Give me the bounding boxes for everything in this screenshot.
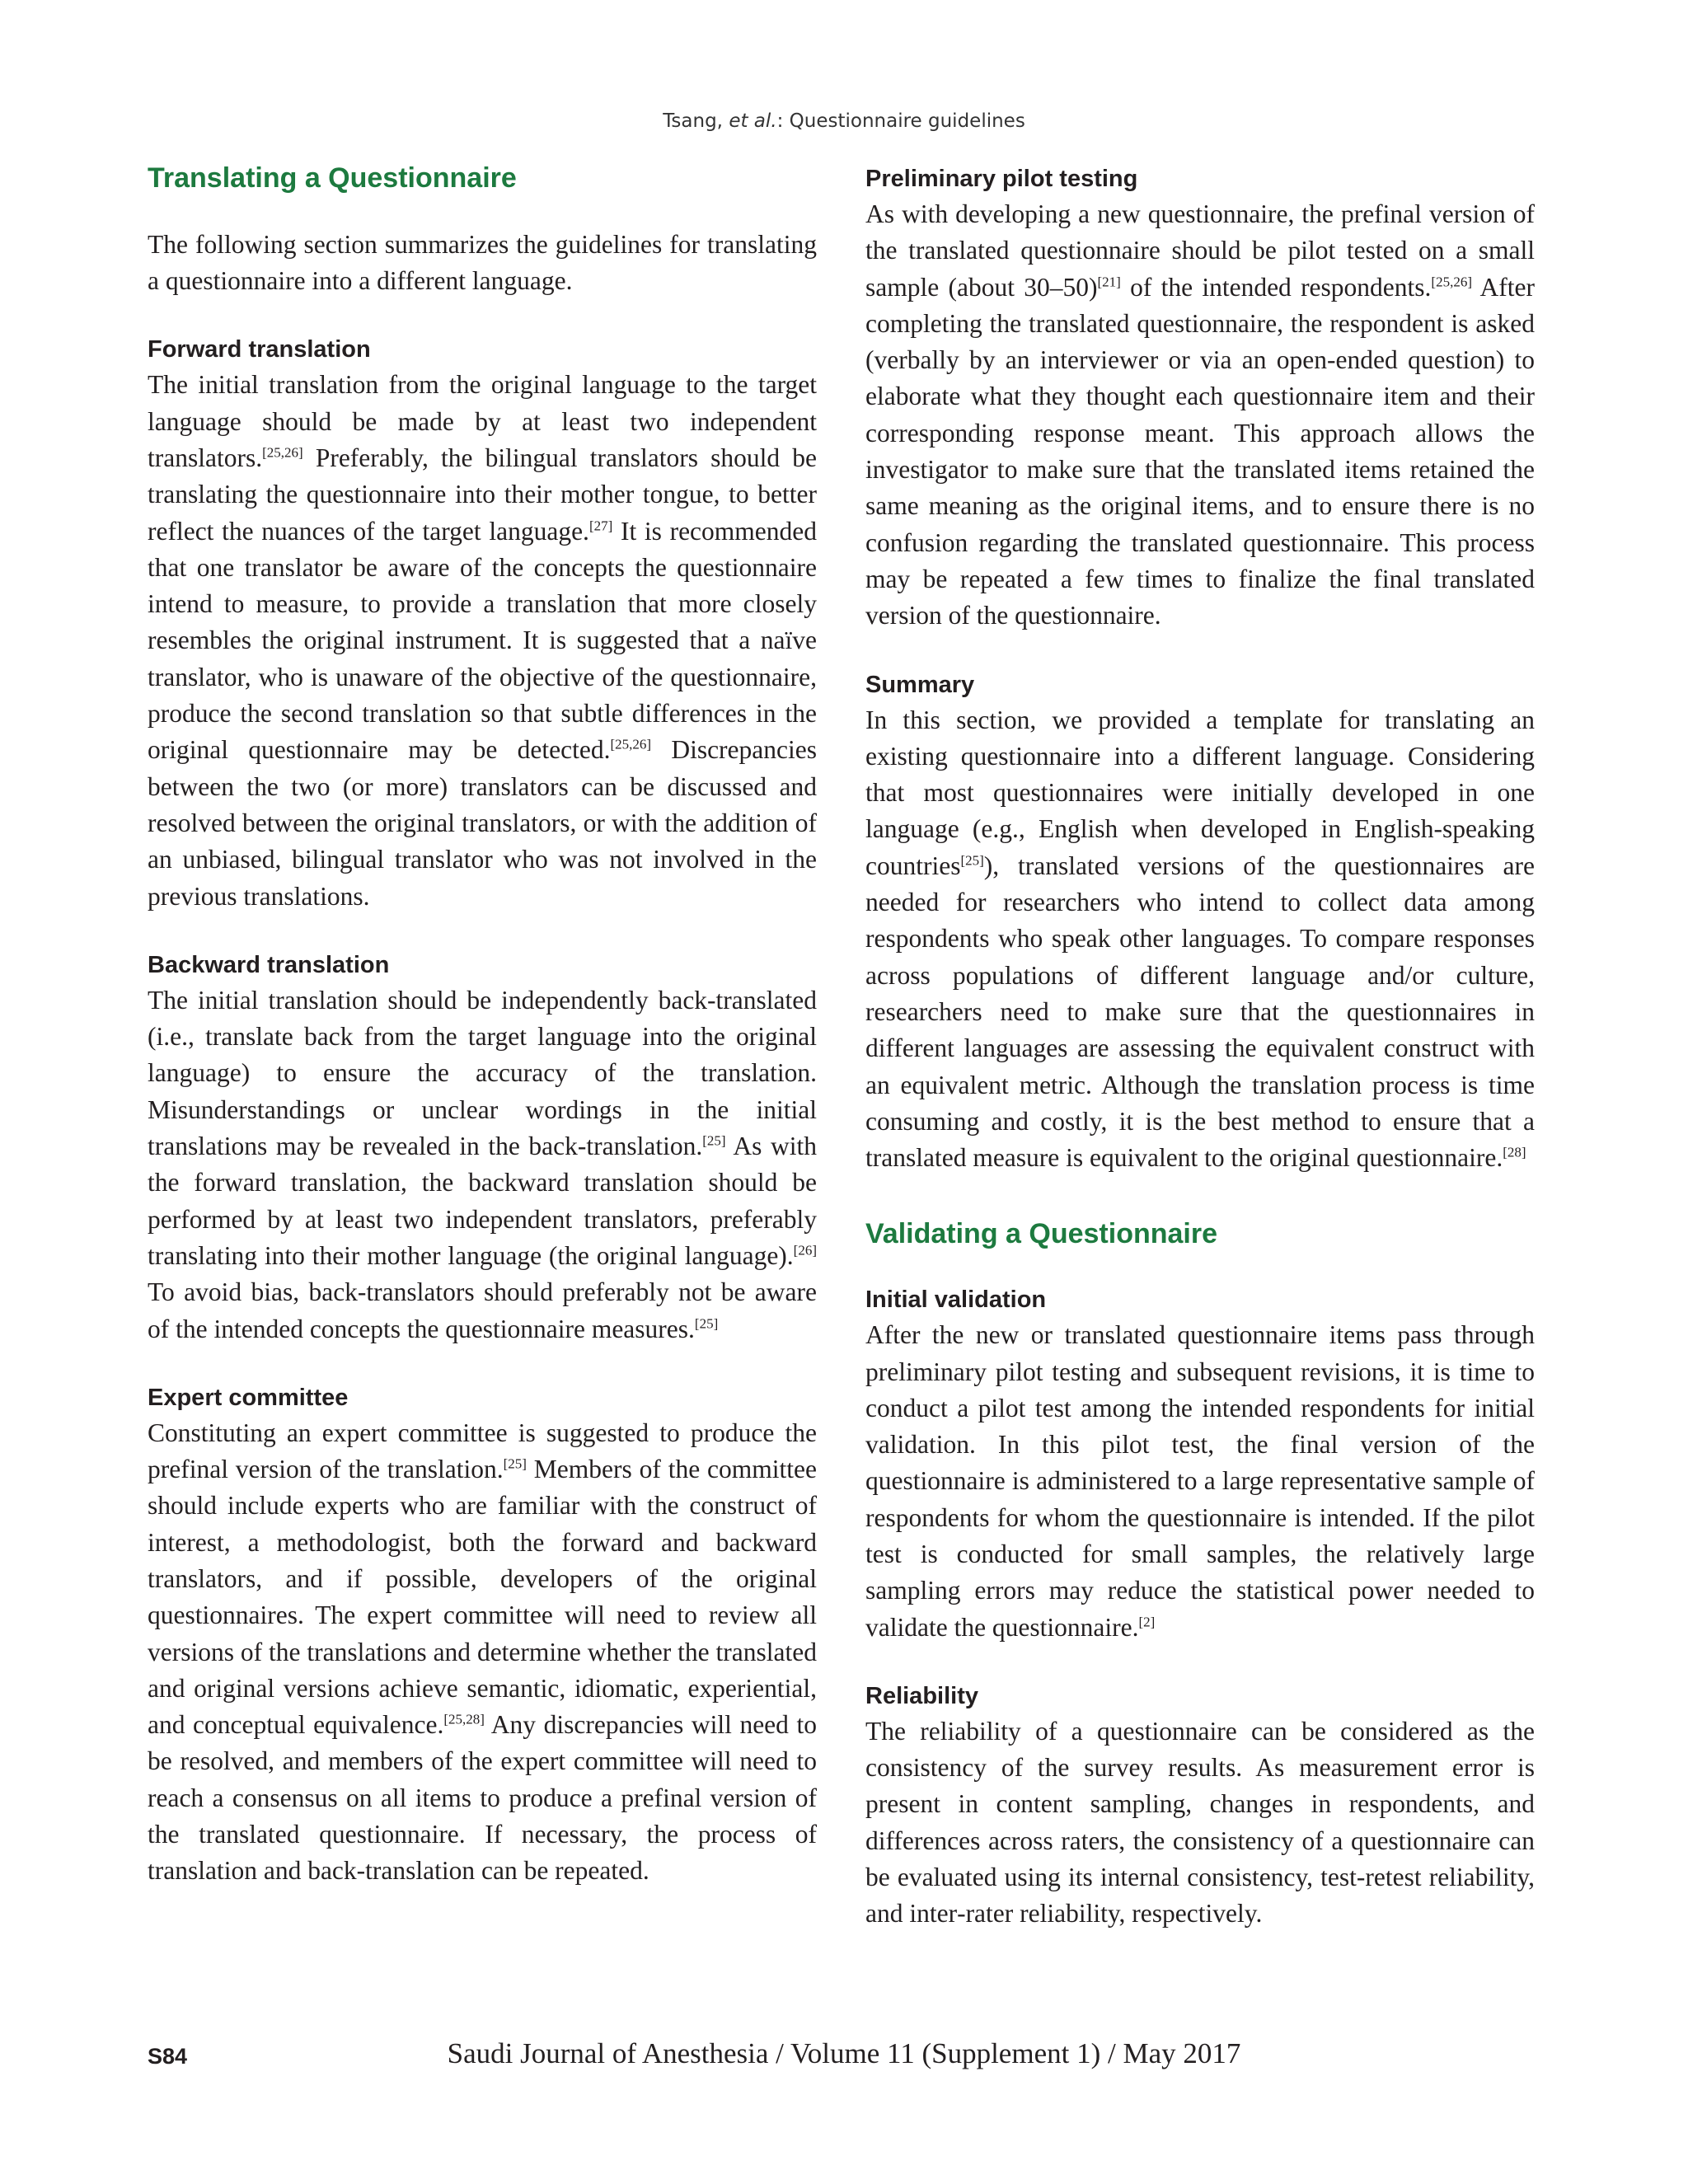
citation: [25]	[702, 1132, 726, 1149]
header-etal: et al.	[729, 110, 777, 132]
section-title-validating: Validating a Questionnaire	[865, 1218, 1217, 1250]
header-title: : Questionnaire guidelines	[776, 110, 1025, 132]
initial-validation-paragraph: After the new or translated questionnaire items pass through preliminary pilot testing and subsequent revisions, it is time to conduct a pilot test among the intended respondents for initial validation. In this pilot test, the final version of the questionnaire is administered to a large representative sample of respondents for whom the questionnaire is intended. If the pilot test is conducted for small samples, the relatively large sampling errors may reduce the statistical power needed to validate the questionnaire.[2]	[865, 1320, 1535, 1642]
section-title-translating: Translating a Questionnaire	[148, 162, 517, 194]
reliability-paragraph: The reliability of a questionnaire can be considered as the consistency of the survey results. As measurement error is present in content sampling, changes in respondents, and differences across raters, the consistency of a questionnaire can be evaluated using its internal consistency, test‑retest reliability, and inter‑rater reliability, respectively.	[865, 1716, 1535, 1929]
summary-paragraph: In this section, we provided a template for translating an existing questionnaire into a different language. Considering that most questionnaires were initially developed in one language (e.g., English when developed in English‑speaking countries[25]), translated versions of the questionnaires are needed for researchers who intend to collect data among respondents who speak other languages. To compare responses across populations of different language and/or culture, researchers need to make sure that the questionnaires in different languages are assessing the equivalent construct with an equivalent metric. Although the translation process is time consuming and costly, it is the best method to ensure that a translated measure is equivalent to the original questionnaire.[28]	[865, 705, 1535, 1173]
citation: [26]	[793, 1242, 817, 1258]
subhead-summary: Summary	[865, 671, 975, 698]
citation: [21]	[1097, 274, 1121, 290]
expert-committee-paragraph: Constituting an expert committee is suggested to produce the prefinal version of the translation.[25] Members of the committee should include experts who are familiar with the construct of interest, a methodologist, both the forward and backward translators, and if possible, developers of the original questionnaires. The expert committee will need to review all versions of the translations and determine whether the translated and original versions achieve semantic, idiomatic, experiential, and conceptual equivalence.[25,28] Any discrepancies will need to be resolved, and members of the expert committee will need to reach a consensus on all items to produce a prefinal version of the translated questionnaire. If necessary, the process of translation and back‑translation can be repeated.	[148, 1418, 817, 1886]
pilot-testing-paragraph: As with developing a new questionnaire, the prefinal version of the translated questionnaire should be pilot tested on a small sample (about 30–50)[21] of the intended respondents.[25,26] After completing the translated questionnaire, the respondent is asked (verbally by an interviewer or via an open‑ended question) to elaborate what they thought each questionnaire item and their corresponding response meant. This approach allows the investigator to make sure that the translated items retained the same meaning as the original items, and to ensure there is no confusion regarding the translated questionnaire. This process may be repeated a few times to finalize the final translated version of the questionnaire.	[865, 199, 1535, 630]
intro-paragraph: The following section summarizes the guidelines for translating a questionnaire into a different language.	[148, 229, 817, 296]
citation: [25,28]	[443, 1711, 485, 1727]
citation: [25,26]	[610, 736, 652, 752]
citation: [25]	[503, 1455, 527, 1472]
citation: [28]	[1503, 1144, 1526, 1160]
header-author: Tsang,	[663, 110, 729, 132]
citation: [25,26]	[1431, 274, 1472, 290]
forward-translation-paragraph: The initial translation from the original language to the target language should be made by at least two independent translators.[25,26] Preferably, the bilingual translators should be translating the questionnaire into their mother tongue, to better reflect the nuances of the target language.[27] It is recommended that one translator be aware of the concepts the questionnaire intend to measure, to provide a translation that more closely resembles the original instrument. It is suggested that a naïve translator, who is unaware of the objective of the questionnaire, produce the second translation so that subtle differences in the original questionnaire may be detected.[25,26] Discrepancies between the two (or more) translators can be discussed and resolved between the original translators, or with the addition of an unbiased, bilingual translator who was not involved in the previous translations.	[148, 370, 818, 911]
subhead-backward-translation: Backward translation	[148, 951, 390, 978]
backward-translation-paragraph: The initial translation should be independently back‑translated (i.e., translate back from the target language into the original language) to ensure the accuracy of the translation. Misunderstandings or unclear wordings in the initial translations may be revealed in the back‑translation.[25] As with the forward translation, the backward translation should be performed by at least two independent translators, preferably translating into their mother language (the original language).[26] To avoid bias, back‑translators should preferably not be aware of the intended concepts the questionnaire measures.[25]	[148, 985, 817, 1343]
subhead-reliability: Reliability	[865, 1682, 978, 1709]
citation: [25]	[694, 1315, 719, 1332]
citation: [27]	[588, 518, 613, 534]
journal-footer: Saudi Journal of Anesthesia / Volume 11 (Supplement 1) / May 2017	[447, 2037, 1241, 2069]
citation: [25]	[960, 852, 984, 869]
subhead-preliminary-pilot-testing: Preliminary pilot testing	[865, 166, 1138, 192]
citation: [2]	[1138, 1614, 1156, 1630]
subhead-forward-translation: Forward translation	[148, 336, 371, 363]
citation: [25,26]	[262, 444, 303, 461]
right-column	[865, 162, 1535, 1933]
subhead-expert-committee: Expert committee	[148, 1384, 349, 1411]
page-number: S84	[148, 2044, 188, 2069]
running-header	[0, 110, 1688, 132]
left-column	[148, 162, 817, 1890]
subhead-initial-validation: Initial validation	[865, 1286, 1047, 1314]
